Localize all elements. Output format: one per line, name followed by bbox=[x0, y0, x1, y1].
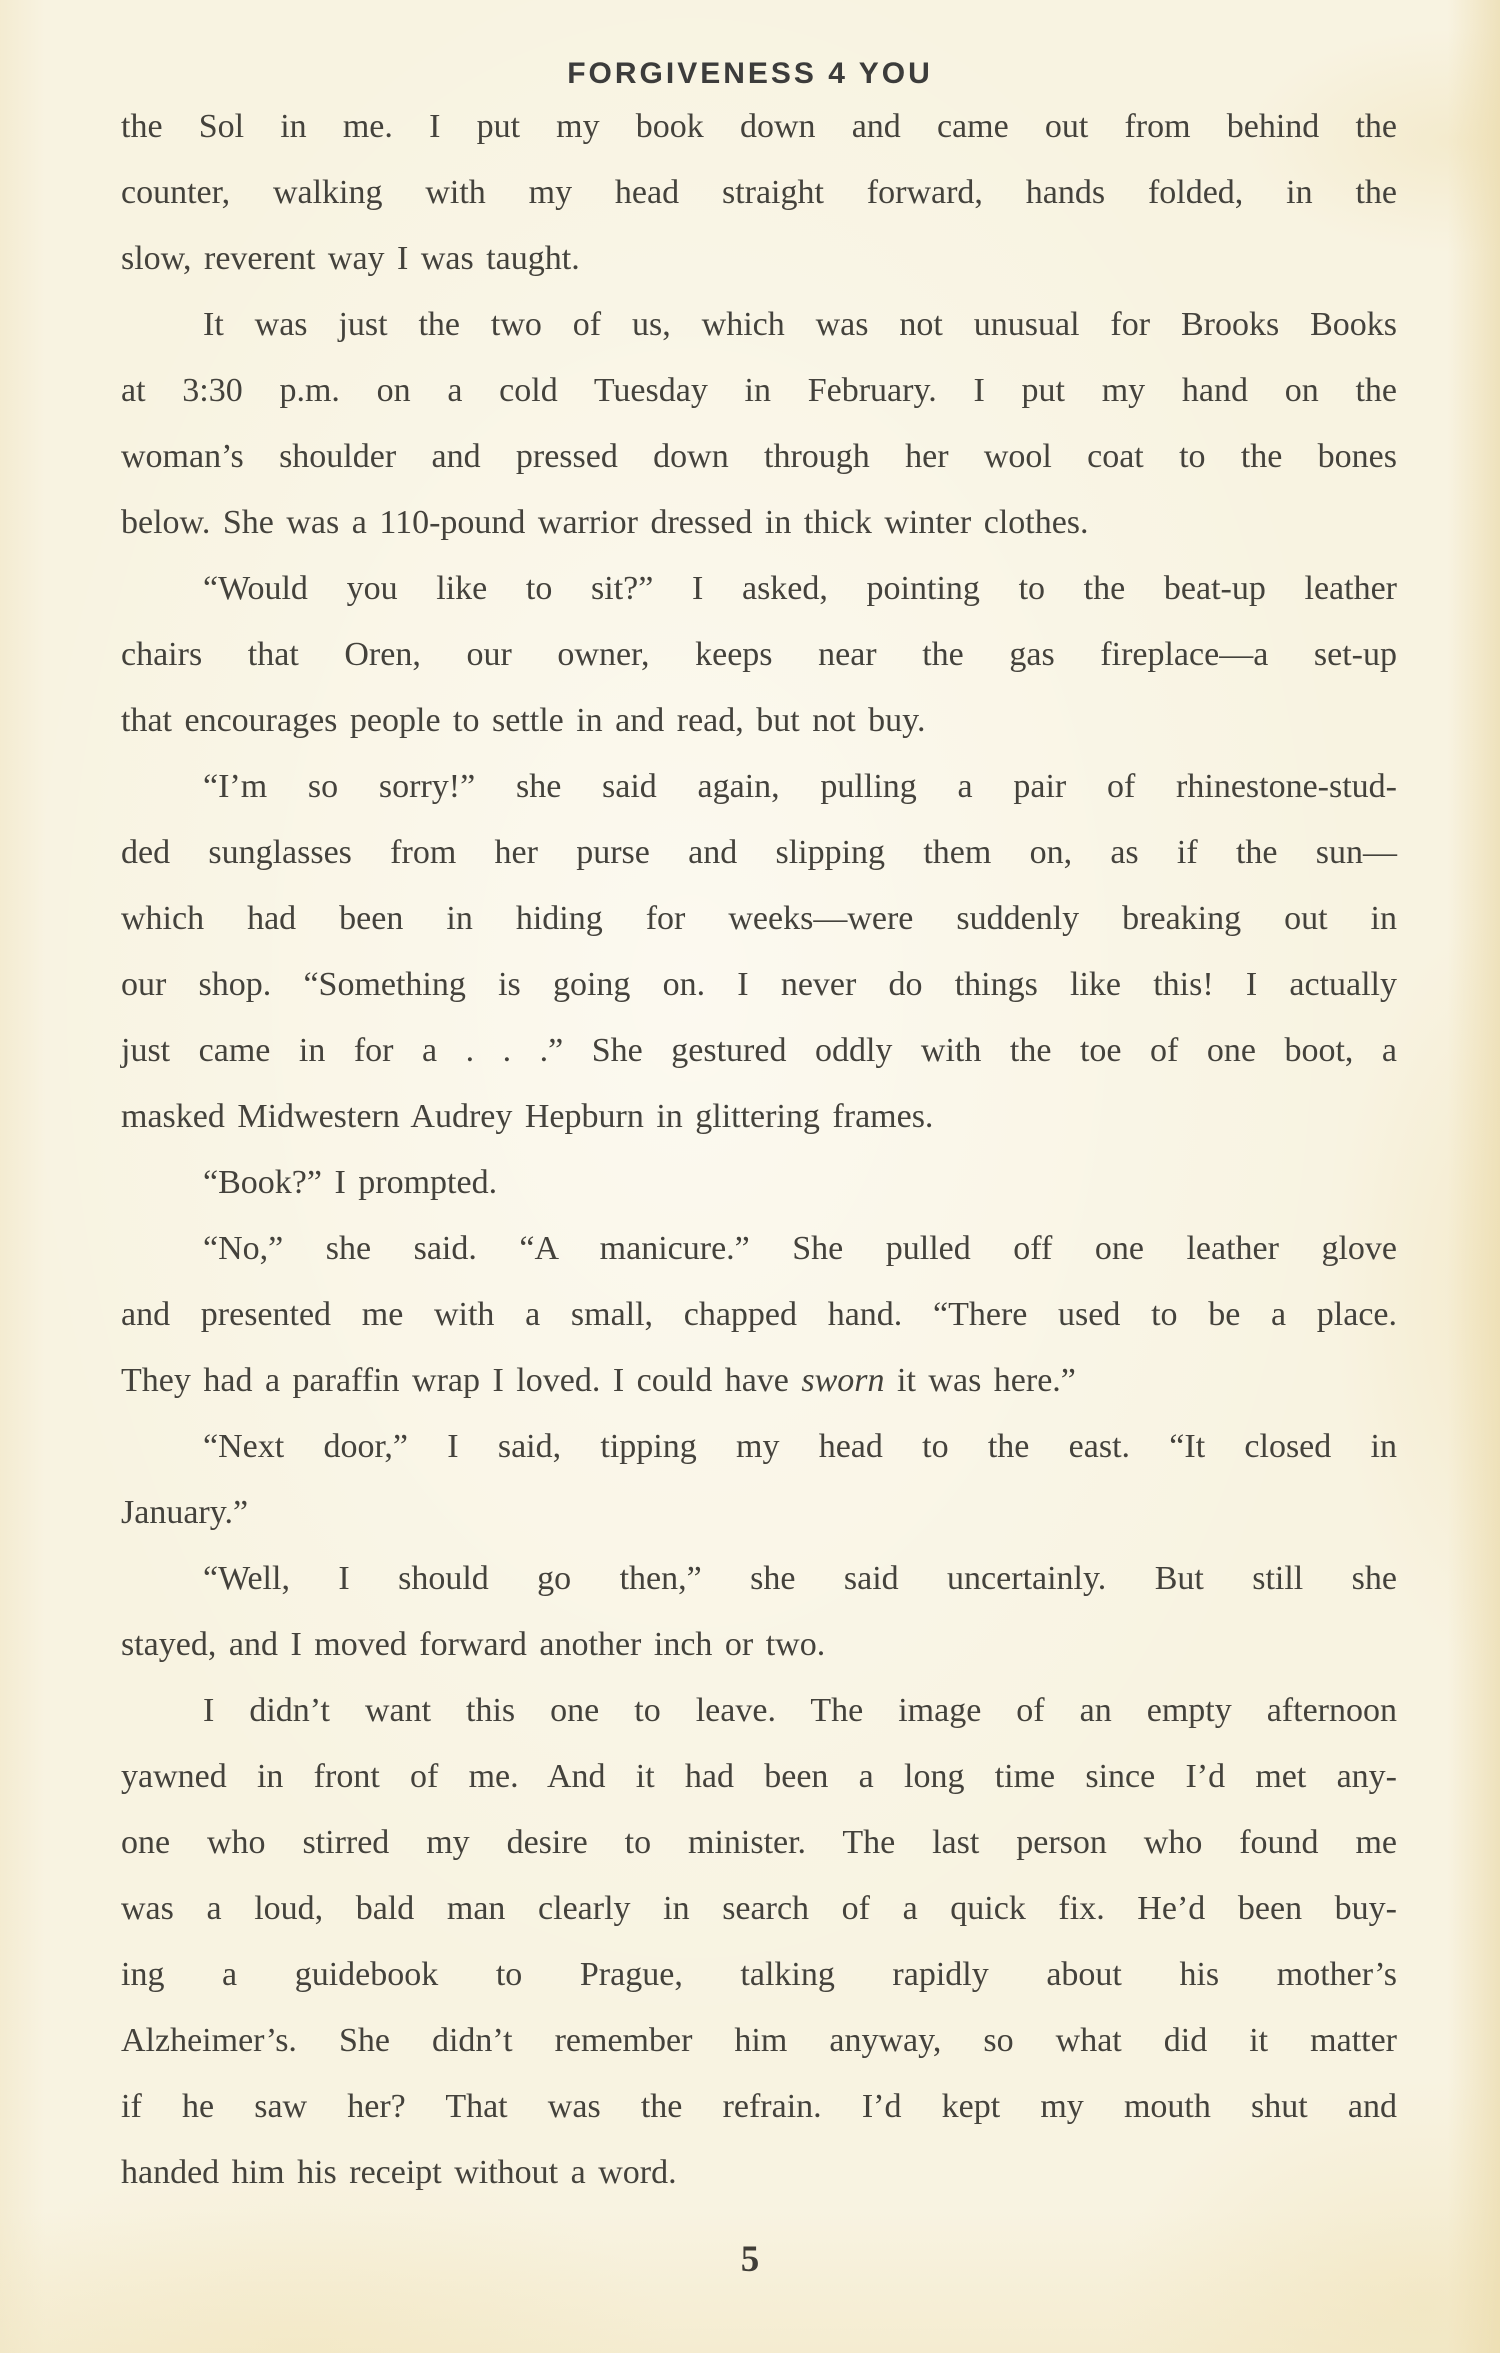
text-line: that encourages people to settle in and read, but not buy. bbox=[121, 702, 926, 739]
text-line: They had a paraffin wrap I loved. I could have sworn it was here.” bbox=[121, 1362, 1076, 1399]
text-line: if he saw her? That was the refrain. I’d kept my mouth shut and bbox=[121, 2088, 1397, 2125]
text-line: stayed, and I moved forward another inch or two. bbox=[121, 1626, 826, 1663]
text-line: below. She was a 110-pound warrior dressed in thick winter clothes. bbox=[121, 504, 1089, 541]
text-line: ing a guidebook to Prague, talking rapidly about his mother’s bbox=[121, 1956, 1397, 1993]
text-line: “Book?” I prompted. bbox=[203, 1164, 498, 1201]
text-line: “No,” she said. “A manicure.” She pulled off one leather glove bbox=[203, 1230, 1397, 1267]
text-line: masked Midwestern Audrey Hepburn in glittering frames. bbox=[121, 1098, 934, 1135]
text-line: I didn’t want this one to leave. The image of an empty afternoon bbox=[203, 1692, 1397, 1729]
text-line: one who stirred my desire to minister. The last person who found me bbox=[121, 1824, 1397, 1861]
text-line: chairs that Oren, our owner, keeps near the gas fireplace—a set-up bbox=[121, 636, 1397, 673]
page-number: 5 bbox=[740, 2239, 760, 2280]
text-line: January.” bbox=[121, 1494, 249, 1531]
text-line: “Next door,” I said, tipping my head to the east. “It closed in bbox=[203, 1428, 1397, 1465]
text-line: ded sunglasses from her purse and slipping them on, as if the sun— bbox=[121, 834, 1397, 871]
text-line: at 3:30 p.m. on a cold Tuesday in February. I put my hand on the bbox=[121, 372, 1397, 409]
text-line: just came in for a . . .” She gestured oddly with the toe of one boot, a bbox=[121, 1032, 1397, 1069]
text-line: slow, reverent way I was taught. bbox=[121, 240, 580, 277]
text-line: Alzheimer’s. She didn’t remember him anyway, so what did it matter bbox=[121, 2022, 1397, 2059]
text-line: and presented me with a small, chapped hand. “There used to be a place. bbox=[121, 1296, 1397, 1333]
text-line: counter, walking with my head straight forward, hands folded, in the bbox=[121, 174, 1397, 211]
text-line: our shop. “Something is going on. I never do things like this! I actually bbox=[121, 966, 1397, 1003]
text-line: “Would you like to sit?” I asked, pointing to the beat-up leather bbox=[203, 570, 1397, 607]
text-line: yawned in front of me. And it had been a long time since I’d met any- bbox=[121, 1758, 1397, 1795]
text-line: handed him his receipt without a word. bbox=[121, 2154, 677, 2191]
text-line: was a loud, bald man clearly in search of a quick fix. He’d been buy- bbox=[121, 1890, 1397, 1927]
text-line: woman’s shoulder and pressed down through her wool coat to the bones bbox=[121, 438, 1397, 475]
text-line: It was just the two of us, which was not unusual for Brooks Books bbox=[203, 306, 1397, 343]
body-text bbox=[121, 94, 1397, 2206]
running-header: FORGIVENESS 4 YOU bbox=[567, 57, 933, 90]
text-line: which had been in hiding for weeks—were suddenly breaking out in bbox=[121, 900, 1397, 937]
text-line: the Sol in me. I put my book down and came out from behind the bbox=[121, 108, 1397, 145]
text-line: “Well, I should go then,” she said uncertainly. But still she bbox=[203, 1560, 1397, 1597]
text-line: “I’m so sorry!” she said again, pulling a pair of rhinestone-stud- bbox=[203, 768, 1397, 805]
